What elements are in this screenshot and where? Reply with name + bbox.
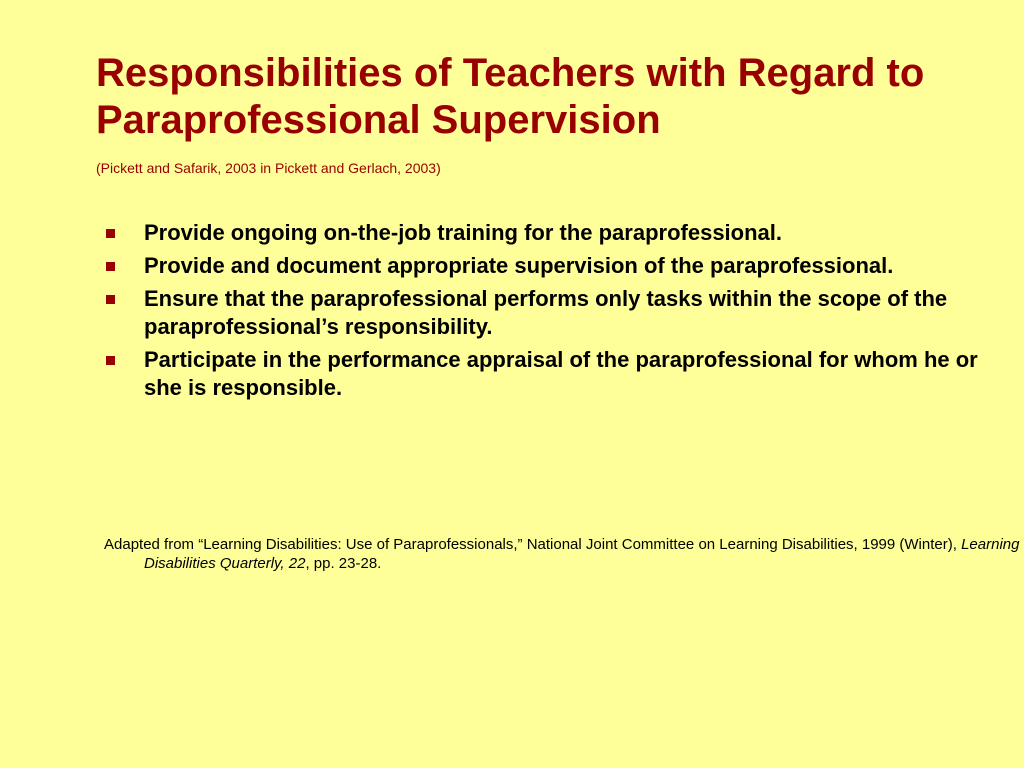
citation [104, 535, 1024, 573]
square-bullet-icon [106, 229, 115, 238]
bullet-text: Provide and document appropriate supervision of the paraprofessional. [144, 253, 894, 278]
bullet-list [104, 219, 984, 407]
bullet-text: Ensure that the paraprofessional performs only tasks within the scope of the paraprofessional’s responsibility. [144, 286, 948, 339]
square-bullet-icon [106, 262, 115, 271]
citation-prefix: Adapted from “Learning Disabilities: Use of Paraprofessionals,” National Joint Committee on Learning Disabilities, 1999 (Winter), [104, 536, 962, 553]
bullet-text: Participate in the performance appraisal of the paraprofessional for whom he or she is responsible. [144, 347, 978, 400]
bullet-item [104, 346, 984, 402]
square-bullet-icon [106, 356, 115, 365]
bullet-item [104, 219, 984, 247]
slide-subtitle: (Pickett and Safarik, 2003 in Pickett and Gerlach, 2003) [96, 160, 441, 176]
bullet-text: Provide ongoing on-the-job training for the paraprofessional. [144, 220, 783, 245]
bullet-item [104, 285, 984, 341]
citation-journal: Learning Disabilities Quarterly, 22 [144, 536, 1020, 572]
citation-suffix: , pp. 23-28. [305, 555, 382, 572]
bullet-item [104, 252, 984, 280]
slide-title: Responsibilities of Teachers with Regard to Paraprofessional Supervision [96, 51, 925, 142]
square-bullet-icon [106, 295, 115, 304]
